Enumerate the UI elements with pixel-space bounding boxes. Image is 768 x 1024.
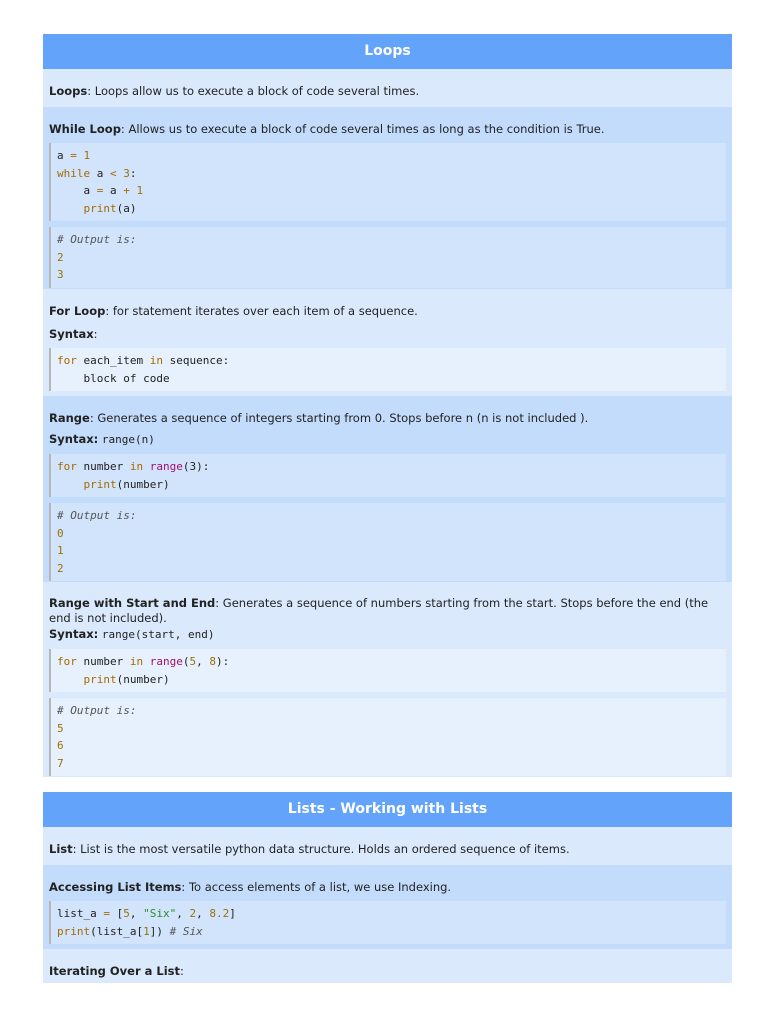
code-token: < bbox=[110, 166, 117, 180]
range-term: Range bbox=[49, 411, 90, 425]
loops-intro-section bbox=[43, 69, 732, 107]
code-token: 8 bbox=[209, 655, 216, 668]
code-token: in bbox=[149, 354, 163, 367]
code-token: a bbox=[57, 149, 64, 162]
for-loop-section bbox=[43, 289, 732, 396]
range-se-syntax-code: range(start, end) bbox=[101, 628, 215, 641]
code-token: number bbox=[76, 460, 130, 473]
range-start-end-section bbox=[43, 582, 732, 777]
for-desc: : for statement iterates over each item of a sequence. bbox=[105, 304, 418, 318]
code-token: print bbox=[57, 924, 91, 938]
code-token: , bbox=[129, 907, 144, 920]
iterate-term: Iterating Over a List bbox=[49, 964, 180, 978]
code-token: , bbox=[176, 907, 190, 920]
code-token: for bbox=[57, 655, 77, 668]
lists-card bbox=[43, 792, 732, 983]
code-token: ]) bbox=[149, 924, 170, 938]
code-token: each_item bbox=[76, 354, 150, 367]
code-token: 1 bbox=[143, 924, 150, 938]
code-token: while bbox=[57, 166, 91, 180]
range-output-block bbox=[49, 503, 726, 581]
code-token: 8.2 bbox=[209, 907, 230, 920]
output-comment: # Output is: bbox=[57, 509, 137, 522]
range-syntax-label: Syntax: bbox=[49, 432, 99, 446]
range-se-code-block bbox=[49, 649, 726, 692]
code-token: range bbox=[149, 460, 183, 473]
code-token: (number) bbox=[116, 672, 170, 686]
loops-header: Loops bbox=[43, 34, 732, 69]
code-token: a bbox=[83, 184, 91, 197]
loops-desc: : Loops allow us to execute a block of code several times. bbox=[87, 84, 420, 98]
output-line: 2 bbox=[57, 250, 64, 264]
output-comment: # Output is: bbox=[57, 704, 137, 717]
range-se-term: Range with Start and End bbox=[49, 596, 216, 610]
range-section bbox=[43, 396, 732, 582]
while-loop-section bbox=[43, 107, 732, 289]
code-token: ] bbox=[229, 907, 236, 920]
code-token: ): bbox=[215, 655, 230, 668]
code-token: range bbox=[149, 655, 183, 668]
access-desc: : To access elements of a list, we use Indexing. bbox=[181, 880, 452, 894]
code-token: number bbox=[76, 655, 130, 668]
while-output-block bbox=[49, 227, 726, 288]
code-token: for bbox=[57, 460, 77, 473]
code-token: ( bbox=[182, 655, 190, 668]
code-token: (list_a[ bbox=[90, 924, 144, 938]
range-se-syntax-label: Syntax: bbox=[49, 627, 99, 641]
code-token: 1 bbox=[83, 149, 91, 162]
while-term: While Loop bbox=[49, 122, 121, 136]
code-token: print bbox=[83, 477, 117, 491]
list-desc: : List is the most versatile python data structure. Holds an ordered sequence of items. bbox=[72, 842, 570, 856]
output-line: 3 bbox=[57, 268, 64, 281]
code-token: a bbox=[96, 166, 104, 180]
accessing-list-items-section bbox=[43, 865, 732, 949]
code-token: in bbox=[129, 460, 144, 473]
list-intro-section bbox=[43, 827, 732, 865]
code-token: in bbox=[129, 655, 144, 668]
code-token: : bbox=[129, 166, 137, 180]
code-token: , bbox=[196, 655, 210, 668]
lists-header: Lists - Working with Lists bbox=[43, 792, 732, 827]
code-token: a bbox=[110, 184, 117, 197]
code-token: + bbox=[123, 184, 130, 197]
iterating-list-section bbox=[43, 949, 732, 983]
code-token: [ bbox=[109, 907, 124, 920]
list-term: List bbox=[49, 842, 73, 856]
code-token: # Six bbox=[169, 924, 203, 938]
range-code-block bbox=[49, 454, 726, 497]
code-token: print bbox=[83, 201, 117, 215]
access-code-block bbox=[49, 901, 726, 944]
while-desc: : Allows us to execute a block of code several times as long as the condition is True. bbox=[120, 122, 605, 136]
range-se-output-block bbox=[49, 698, 726, 776]
code-token: 5 bbox=[189, 655, 197, 668]
output-line: 7 bbox=[57, 756, 64, 770]
code-token: block of code bbox=[83, 371, 170, 385]
code-token: 5 bbox=[123, 907, 130, 920]
output-line: 2 bbox=[57, 561, 64, 575]
code-token: = bbox=[96, 184, 104, 197]
code-token: print bbox=[83, 672, 117, 686]
code-token: (3): bbox=[182, 460, 210, 473]
output-line: 1 bbox=[57, 544, 64, 557]
code-token: for bbox=[57, 354, 77, 367]
syntax-colon: : bbox=[93, 327, 98, 341]
while-code-block bbox=[49, 143, 726, 221]
loops-card bbox=[43, 34, 732, 777]
output-line: 0 bbox=[57, 526, 64, 540]
code-token: (a) bbox=[116, 201, 137, 215]
range-desc: : Generates a sequence of integers starting from 0. Stops before n (n is not included ). bbox=[89, 411, 589, 425]
for-syntax-label: Syntax bbox=[49, 327, 94, 341]
output-line: 5 bbox=[57, 721, 64, 735]
for-code-block bbox=[49, 348, 726, 391]
output-line: 6 bbox=[57, 739, 64, 752]
for-term: For Loop bbox=[49, 304, 106, 318]
code-token: sequence: bbox=[162, 354, 230, 367]
code-token: (number) bbox=[116, 477, 170, 491]
code-token: list_a bbox=[57, 907, 104, 920]
code-token: 2 bbox=[189, 907, 197, 920]
loops-term: Loops bbox=[49, 84, 88, 98]
code-token: "Six" bbox=[143, 907, 177, 920]
code-token: = bbox=[103, 907, 110, 920]
access-term: Accessing List Items bbox=[49, 880, 182, 894]
code-token: 1 bbox=[136, 184, 144, 197]
range-syntax-code: range(n) bbox=[101, 433, 155, 446]
iterate-colon: : bbox=[180, 964, 184, 978]
code-token: , bbox=[196, 907, 210, 920]
code-token: = bbox=[70, 149, 77, 162]
range-se-desc: : Generates a sequence of numbers starting from the start. Stops before the end (the end is not included). bbox=[49, 596, 709, 625]
code-token: 3 bbox=[123, 166, 130, 180]
output-comment: # Output is: bbox=[57, 233, 137, 246]
